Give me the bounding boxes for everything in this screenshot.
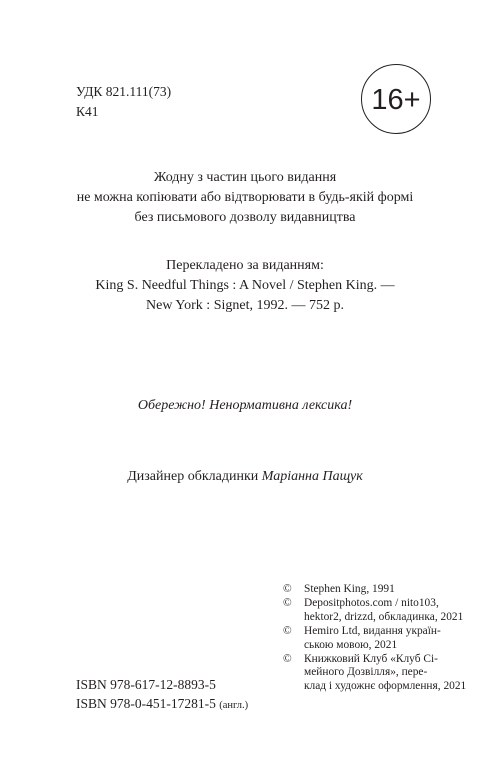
warning-text: Обережно! Ненормативна лексика!: [137, 398, 353, 413]
isbn-line: [76, 676, 248, 695]
copyright-line: hektor2, drizzd, обкладинка, 2021: [304, 610, 464, 623]
translation-source: [40, 256, 450, 316]
udk-block: [76, 82, 171, 122]
author-sign: К41: [76, 104, 99, 119]
translation-line: Перекладено за виданням:: [166, 258, 324, 273]
copyright-line: Hemiro Ltd, видання україн-: [304, 624, 441, 637]
isbn-number: ISBN 978-0-451-17281-5: [76, 695, 220, 711]
copyright-item: [283, 597, 468, 625]
copy-notice-line: без письмового дозволу видавництва: [134, 210, 356, 225]
translation-line: King S. Needful Things : A Novel / Stephen King. —: [95, 278, 395, 293]
designer-name: Маріанна Пащук: [261, 469, 363, 484]
copy-notice: [40, 168, 450, 228]
copyright-line: мейного Дозвілля», пере-: [304, 666, 428, 679]
age-rating-text: 16+: [371, 83, 421, 116]
content-warning: [40, 396, 450, 416]
copyright-symbol: ©: [283, 652, 292, 665]
copyright-item: [283, 625, 468, 653]
copyright-line: Книжковий Клуб «Клуб Сі-: [304, 652, 438, 665]
designer-label: Дизайнер обкладинки: [127, 469, 262, 484]
isbn-number: ISBN 978-617-12-8893-5: [76, 677, 216, 692]
isbn-block: [76, 676, 248, 715]
copy-notice-line: не можна копіювати або відтворювати в будь-якій формі: [76, 190, 414, 205]
udk-code: УДК 821.111(73): [76, 84, 172, 99]
isbn-note: (англ.): [219, 699, 249, 711]
copyright-line: ською мовою, 2021: [304, 638, 398, 651]
copyright-symbol: ©: [283, 596, 292, 609]
copyright-line: Depositphotos.com / nito103,: [304, 596, 439, 609]
cover-designer: [40, 467, 450, 487]
copyright-item: [283, 653, 468, 695]
copyright-symbol: ©: [283, 624, 292, 637]
copyright-line: клад і художнє оформлення, 2021: [304, 680, 467, 693]
copyright-line: Stephen King, 1991: [304, 583, 395, 595]
copy-notice-line: Жодну з частин цього видання: [153, 170, 337, 185]
copyright-symbol: ©: [283, 583, 292, 595]
copyright-block: [283, 583, 468, 694]
copyright-item: [283, 583, 468, 597]
isbn-line: [76, 695, 248, 716]
translation-line: New York : Signet, 1992. — 752 p.: [146, 298, 344, 313]
age-rating-badge: [361, 64, 431, 134]
